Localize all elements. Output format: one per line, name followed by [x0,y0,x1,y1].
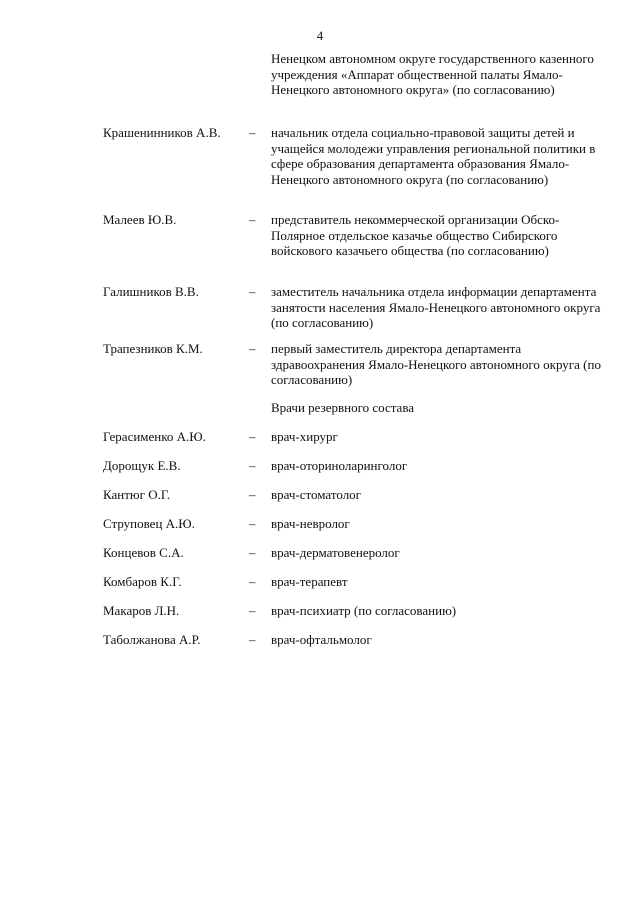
member-position: представитель некоммерческой организации Обско-Полярное отдельское казачье общество Сибирского войскового казачьего общества (по согласованию) [271,212,560,258]
doctor-specialty: врач-хирург [271,429,338,444]
member-name: Малеев Ю.В. [103,212,177,227]
member-dash: – [249,125,256,140]
member-position: первый заместитель директора департамента здравоохранения Ямало-Ненецкого автономного округа (по согласованию) [271,341,601,387]
member-dash: – [249,284,256,299]
member-dash: – [249,341,256,356]
doctor-specialty: врач-терапевт [271,574,348,589]
doctor-dash: – [249,458,256,473]
page-number: 4 [316,28,324,43]
section-title: Врачи резервного состава [271,400,415,415]
doctor-dash: – [249,574,256,589]
doctor-specialty: врач-психиатр (по согласованию) [271,603,457,618]
doctor-specialty: врач-оториноларинголог [271,458,408,473]
member-name: Крашенинников А.В. [103,125,221,140]
doctor-dash: – [249,545,256,560]
continuation-text: Ненецком автономном округе государственного казенного учреждения «Аппарат общественной палаты Ямало-Ненецкого автономного округа» (по согласованию) [271,51,594,97]
doctor-name: Комбаров К.Г. [103,574,182,589]
doctor-specialty: врач-невролог [271,516,350,531]
member-dash: – [249,212,256,227]
member-position: заместитель начальника отдела информации департамента занятости населения Ямало-Ненецкого автономного округа (по согласованию) [271,284,601,330]
member-position: начальник отдела социально-правовой защиты детей и учащейся молодежи управления региональной политики в сфере образования департамента образования Ямало-Ненецкого автономного округа (по согласованию) [271,125,596,187]
doctor-dash: – [249,487,256,502]
doctor-dash: – [249,516,256,531]
doctor-name: Дорощук Е.В. [103,458,181,473]
doctor-specialty: врач-дерматовенеролог [271,545,400,560]
doctor-name: Концевов С.А. [103,545,184,560]
member-name: Галишников В.В. [103,284,199,299]
doctor-name: Макаров Л.Н. [103,603,180,618]
doctor-dash: – [249,632,256,647]
doctor-dash: – [249,603,256,618]
member-name: Трапезников К.М. [103,341,203,356]
doctor-dash: – [249,429,256,444]
doctor-name: Струповец А.Ю. [103,516,195,531]
doctor-name: Кантюг О.Г. [103,487,171,502]
doctor-specialty: врач-стоматолог [271,487,362,502]
doctor-name: Герасименко А.Ю. [103,429,206,444]
doctor-name: Таболжанова А.Р. [103,632,201,647]
doctor-specialty: врач-офтальмолог [271,632,372,647]
